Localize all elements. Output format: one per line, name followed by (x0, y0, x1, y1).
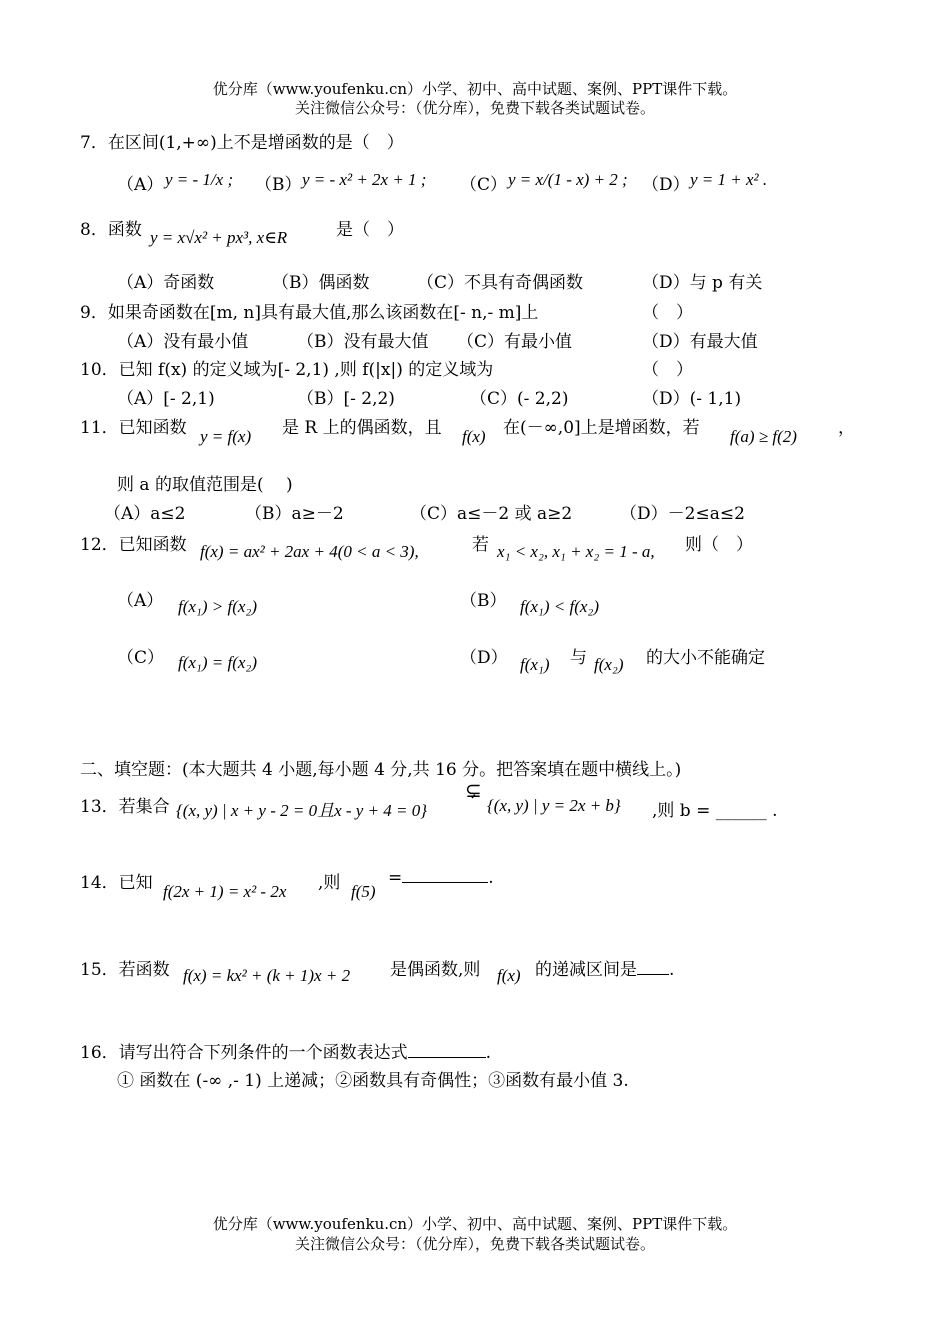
q7-option-b-label: （B） (255, 175, 302, 195)
q10-option-d: （D）(- 1,1) (642, 389, 742, 409)
q11-option-b: （B）a≥－2 (245, 504, 344, 524)
q12-condition: x₁ < x₂, x₁ + x₂ = 1 - a, (497, 542, 655, 561)
q16-conditions: ① 函数在 (-∞ ,- 1) 上递减；②函数具有奇偶性；③函数有最小值 3. (117, 1071, 629, 1091)
q9-option-a: （A）没有最小值 (117, 332, 249, 352)
q14-answer-blank[interactable] (402, 868, 488, 883)
q8-function-expr: y = x√x² + px³, x∈R (150, 228, 288, 247)
q11-prefix: 11．已知函数 (80, 418, 187, 438)
q12-option-d-label: （D） (460, 648, 508, 668)
q11-option-d: （D）－2≤a≤2 (620, 504, 745, 524)
header-line-1: 优分库（www.youfenku.cn）小学、初中、高中试题、案例、PPT课件下载。 (212, 80, 738, 98)
q12-function-expr: f(x) = ax² + 2ax + 4(0 < a < 3), (200, 542, 419, 561)
q12-prefix: 12．已知函数 (80, 535, 187, 555)
q10-option-c: （C）(- 2,2) (470, 389, 569, 409)
q9-paren: （ ） (642, 303, 693, 323)
q15-tail: 的递减区间是 . (535, 960, 675, 980)
q15-function-expr: f(x) = kx² + (k + 1)x + 2 (183, 966, 351, 985)
header-line-2: 关注微信公众号：（优分库），免费下载各类试题试卷。 (294, 99, 655, 117)
q7-option-d-label: （D） (642, 175, 690, 195)
q12-option-b-expr: f(x₁) < f(x₂) (520, 597, 599, 616)
q11-comma: ， (838, 418, 855, 438)
q9-stem: 9．如果奇函数在[m, n]具有最大值,那么该函数在[- n,- m]上 (80, 303, 539, 323)
q8-option-c: （C）不具有奇偶函数 (417, 273, 584, 293)
footer-line-1: 优分库（www.youfenku.cn）小学、初中、高中试题、案例、PPT课件下载。 (212, 1215, 738, 1233)
q9-option-d: （D）有最大值 (642, 332, 758, 352)
q13-set-2: {(x, y) | y = 2x + b} (487, 796, 621, 815)
q15-mid: 是偶函数,则 (390, 960, 481, 980)
q12-option-c-expr: f(x₁) = f(x₂) (178, 653, 257, 672)
q13-tail: ,则 b = ______ . (652, 801, 778, 821)
q8-option-a: （A）奇函数 (117, 273, 215, 293)
q16-stem-text: 16．请写出符合下列条件的一个函数表达式 (80, 1043, 408, 1063)
q15-answer-blank[interactable] (637, 960, 669, 975)
q12-option-d-tail: 的大小不能确定 (646, 648, 765, 668)
q14-equals: = (388, 868, 403, 888)
q15-prefix: 15．若函数 (80, 960, 170, 980)
q11-mid-2: 在(－∞,0]上是增函数，若 (503, 418, 700, 438)
q8-prefix: 8．函数 (80, 220, 142, 240)
q16-answer-blank[interactable] (408, 1043, 486, 1058)
q8-suffix: 是（ ） (336, 220, 404, 240)
q13-set-1: {(x, y) | x + y - 2 = 0且x - y + 4 = 0} (176, 801, 428, 820)
q8-option-b: （B）偶函数 (272, 273, 370, 293)
q16-stem: 16．请写出符合下列条件的一个函数表达式 . (80, 1043, 492, 1063)
q12-ruo: 若 (472, 535, 489, 555)
q11-function-fx: f(x) (462, 427, 486, 446)
q7-option-c-expr: y = x/(1 - x) + 2 ; (508, 170, 628, 189)
q12-option-a-label: （A） (117, 591, 164, 611)
q7-stem: 7．在区间(1,+∞)上不是增函数的是（ ） (80, 133, 404, 153)
q7-option-a-expr: y = - 1/x ; (165, 170, 234, 189)
q14-f5: f(5) (351, 882, 376, 901)
q11-mid-1: 是 R 上的偶函数，且 (282, 418, 442, 438)
q11-function-y: y = f(x) (200, 427, 252, 446)
section-2-title: 二、填空题：(本大题共 4 小题,每小题 4 分,共 16 分。把答案填在题中横线上。) (80, 760, 682, 780)
q11-option-a: （A）a≤2 (104, 504, 186, 524)
q12-option-d-mid: 与 (570, 648, 587, 668)
q12-option-d-expr-2: f(x₂) (594, 655, 624, 674)
q9-option-c: （C）有最小值 (457, 332, 573, 352)
q15-tail-text: 的递减区间是 (535, 960, 637, 980)
q14-prefix: 14．已知 (80, 873, 153, 893)
q10-option-a: （A）[- 2,1) (117, 389, 215, 409)
q7-option-b-expr: y = - x² + 2x + 1 ; (302, 170, 427, 189)
q10-stem: 10．已知 f(x) 的定义域为[- 2,1) ,则 f(|x|) 的定义域为 (80, 360, 494, 380)
q13-proper-subset-symbol: ⊊ (465, 778, 482, 802)
q10-option-b: （B）[- 2,2) (297, 389, 395, 409)
q7-option-c-label: （C） (460, 175, 508, 195)
q7-option-a-label: （A） (117, 175, 164, 195)
q14-mid: ,则 (318, 873, 341, 893)
footer-line-2: 关注微信公众号：（优分库），免费下载各类试题试卷。 (294, 1235, 655, 1253)
q12-option-a-expr: f(x₁) > f(x₂) (178, 597, 257, 616)
q11-inequality: f(a) ≥ f(2) (730, 427, 797, 446)
q15-fx: f(x) (497, 966, 521, 985)
q11-line-2: 则 a 的取值范围是( ) (117, 475, 293, 495)
q9-option-b: （B）没有最大值 (297, 332, 429, 352)
q14-tail: = . (388, 868, 494, 888)
q13-prefix: 13．若集合 (80, 797, 170, 817)
q12-option-b-label: （B） (460, 591, 507, 611)
q12-suffix: 则（ ） (685, 535, 753, 555)
q14-function-expr: f(2x + 1) = x² - 2x (163, 882, 287, 901)
q7-option-d-expr: y = 1 + x² . (690, 170, 768, 189)
q11-option-c: （C）a≤－2 或 a≥2 (410, 504, 573, 524)
q12-option-d-expr-1: f(x₁) (520, 655, 550, 674)
q12-option-c-label: （C） (117, 648, 165, 668)
q10-paren: （ ） (642, 360, 693, 380)
q8-option-d: （D）与 p 有关 (642, 273, 763, 293)
